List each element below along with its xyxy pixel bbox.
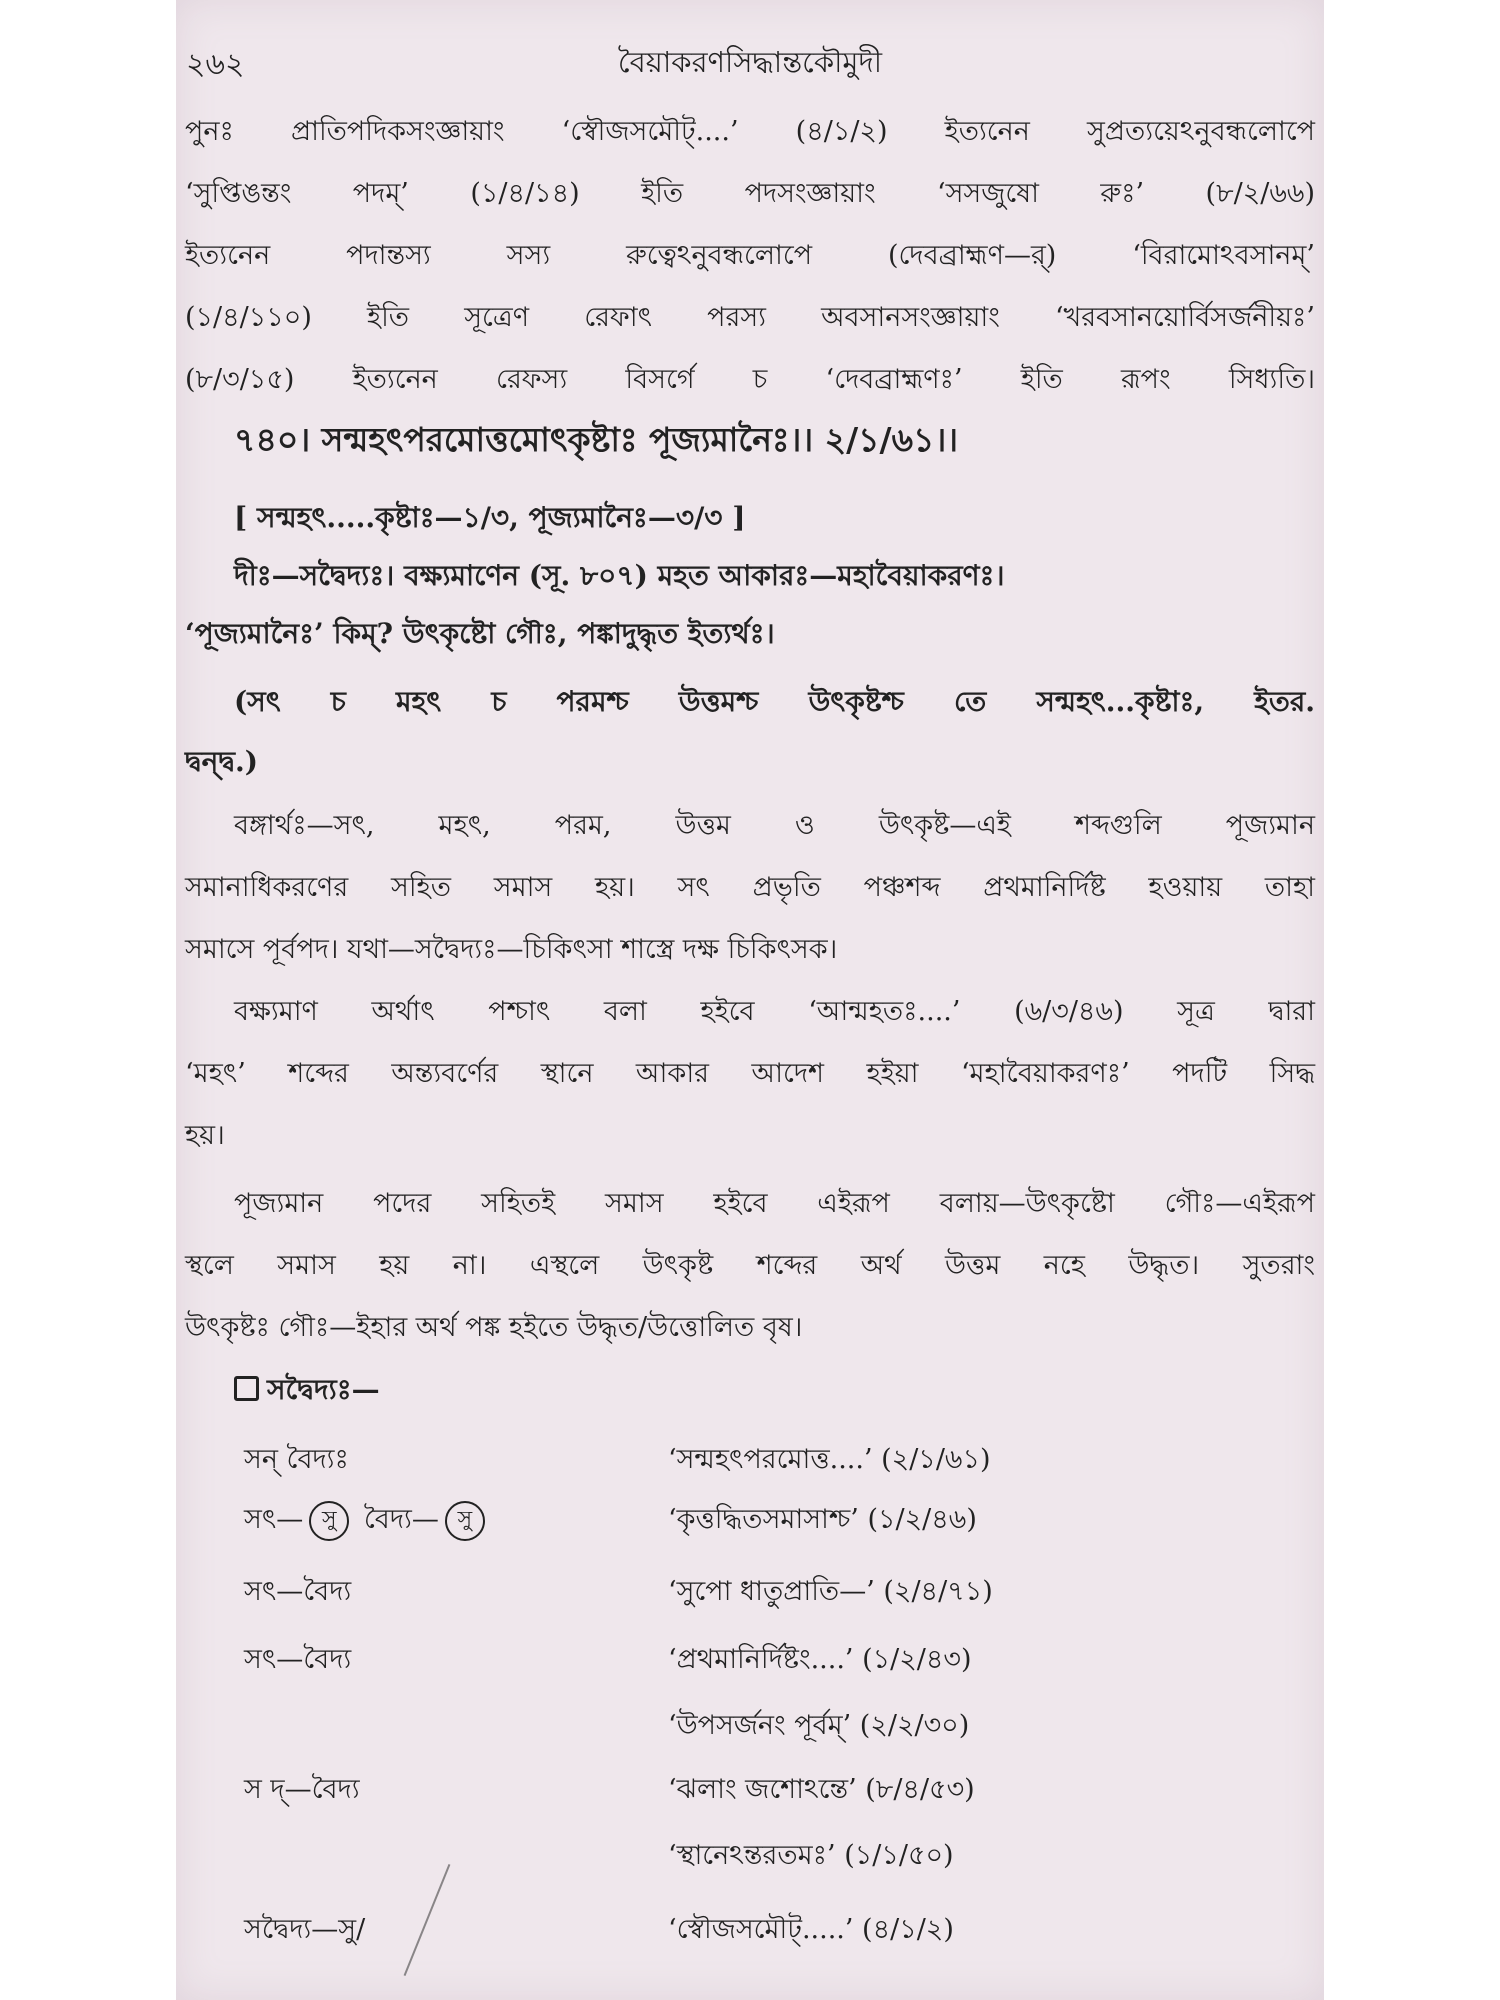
derivation-title: [176, 1370, 1324, 1410]
step-lhs: স দ্—বৈদ্য: [244, 1774, 360, 1805]
step-rule: ‘স্থানেঽন্তরতমঃ’ (১/১/৫০): [668, 1840, 954, 1871]
vritti-line: দীঃ—সদ্বৈদ্যঃ। বক্ষ্যমাণেন (সূ. ৮০৭) মহত আকারঃ—মহাবৈয়াকরণঃ।: [234, 559, 1005, 592]
text-line: পূজ্যমান পদের সহিতই সমাস হইবে এইরূপ বলায়—উৎকৃষ্টো গৌঃ—এইরূপ: [234, 1188, 1315, 1219]
book-page: [176, 0, 1324, 2000]
step-rule: ‘স্বৌজসমৌট্.....’ (৪/১/২): [668, 1914, 954, 1945]
text-line: স্থলে সমাস হয় না। এস্থলে উৎকৃষ্ট শব্দের অর্থ উত্তম নহে উদ্ধৃত। সুতরাং: [185, 1250, 1315, 1281]
bangartha-line: সমানাধিকরণের সহিত সমাস হয়। সৎ প্রভৃতি পঞ্চশব্দ প্রথমানির্দিষ্ট হওয়ায় তাহা: [185, 872, 1315, 903]
pencil-mark: [404, 1864, 451, 1976]
text-line: (৮/৩/১৫) ইত্যনেন রেফস্য বিসর্গে চ ‘দেবব্রাহ্মণঃ’ ইতি রূপং সিধ্যতি।: [185, 364, 1315, 395]
step-rule: ‘সুপো ধাতুপ্রাতি—’ (২/৪/৭১): [668, 1576, 993, 1607]
step-rule: ‘সন্মহৎপরমোত্ত....’ (২/১/৬১): [668, 1444, 991, 1475]
sutra-heading: ৭৪০। সন্মহৎপরমোত্তমোৎকৃষ্টাঃ পূজ্যমানৈঃ।। ২/১/৬১।।: [234, 420, 959, 459]
step-lhs: সৎ—বৈদ্য: [244, 1576, 352, 1607]
samasa-line: দ্বন্দ্ব.): [185, 745, 258, 778]
checkbox-square-icon: [234, 1376, 259, 1401]
text-line: পুনঃ প্রাতিপদিকসংজ্ঞায়াং ‘স্বৌজসমৌট্....’ (৪/১/২) ইত্যনেন সুপ্রত্যয়েঽনুবন্ধলোপে: [185, 116, 1315, 147]
step-rule: ‘ঝলাং জশোঽন্তে’ (৮/৪/৫৩): [668, 1774, 975, 1805]
samasa-line: (সৎ চ মহৎ চ পরমশ্চ উত্তমশ্চ উৎকৃষ্টশ্চ তে সন্মহৎ...কৃষ্টাঃ, ইতর.: [234, 685, 1315, 718]
step-rule: ‘উপসর্জনং পূর্বম্’ (২/২/৩০): [668, 1710, 970, 1741]
step-rule: ‘কৃত্তদ্ধিতসমাসাশ্চ’ (১/২/৪৬): [668, 1504, 977, 1535]
bangartha-line: বঙ্গার্থঃ—সৎ, মহৎ, পরম, উত্তম ও উৎকৃষ্ট—এই শব্দগুলি পূজ্যমান: [234, 810, 1315, 841]
step-lhs-part: বৈদ্য—: [363, 1504, 439, 1535]
running-title: বৈয়াকরণসিদ্ধান্তকৌমুদী: [617, 45, 883, 79]
vritti-line: ‘পূজ্যমানৈঃ’ কিম্? উৎকৃষ্টো গৌঃ, পঙ্কাদুদ্ধৃত ইত্যর্থঃ।: [185, 617, 775, 650]
step-lhs: সদ্বৈদ্য—সু/: [244, 1914, 366, 1945]
text-line: ইত্যনেন পদান্তস্য সস্য রুত্বেঽনুবন্ধলোপে (দেবব্রাহ্মণ—র্) ‘বিরামোঽবসানম্’: [185, 240, 1315, 271]
page-number: ২৬২: [186, 47, 245, 82]
step-lhs: [244, 1500, 491, 1541]
derivation-title-text: সদ্বৈদ্যঃ—: [267, 1373, 380, 1406]
text-line: (১/৪/১১০) ইতি সূত্রেণ রেফাৎ পরস্য অবসানসংজ্ঞায়াং ‘খরবসানয়োর্বিসর্জনীয়ঃ’: [185, 302, 1315, 333]
text-line: হয়।: [185, 1120, 225, 1151]
step-lhs: সন্ বৈদ্যঃ: [244, 1444, 349, 1475]
text-line: বক্ষ্যমাণ অর্থাৎ পশ্চাৎ বলা হইবে ‘আন্মহতঃ....’ (৬/৩/৪৬) সূত্র দ্বারা: [234, 996, 1315, 1027]
circled-su-marker: সু: [445, 1501, 485, 1541]
text-line: ‘মহৎ’ শব্দের অন্ত্যবর্ণের স্থানে আকার আদেশ হইয়া ‘মহাবৈয়াকরণঃ’ পদটি সিদ্ধ: [185, 1058, 1315, 1089]
bangartha-line: সমাসে পূর্বপদ। যথা—সদ্বৈদ্যঃ—চিকিৎসা শাস্ত্রে দক্ষ চিকিৎসক।: [185, 934, 838, 965]
text-line: উৎকৃষ্টঃ গৌঃ—ইহার অর্থ পঙ্ক হইতে উদ্ধৃত/উত্তোলিত বৃষ।: [185, 1312, 803, 1343]
step-lhs-part: সৎ—: [244, 1504, 304, 1535]
sutra-bracket: [ সন্মহৎ.....কৃষ্টাঃ—১/৩, পূজ্যমানৈঃ—৩/৩ ]: [234, 501, 746, 534]
text-line: ‘সুপ্তিঙন্তং পদম্’ (১/৪/১৪) ইতি পদসংজ্ঞায়াং ‘সসজুষো রুঃ’ (৮/২/৬৬): [185, 178, 1315, 209]
circled-su-marker: সু: [309, 1501, 349, 1541]
step-rule: ‘প্রথমানির্দিষ্টং....’ (১/২/৪৩): [668, 1644, 972, 1675]
step-lhs: সৎ—বৈদ্য: [244, 1644, 352, 1675]
